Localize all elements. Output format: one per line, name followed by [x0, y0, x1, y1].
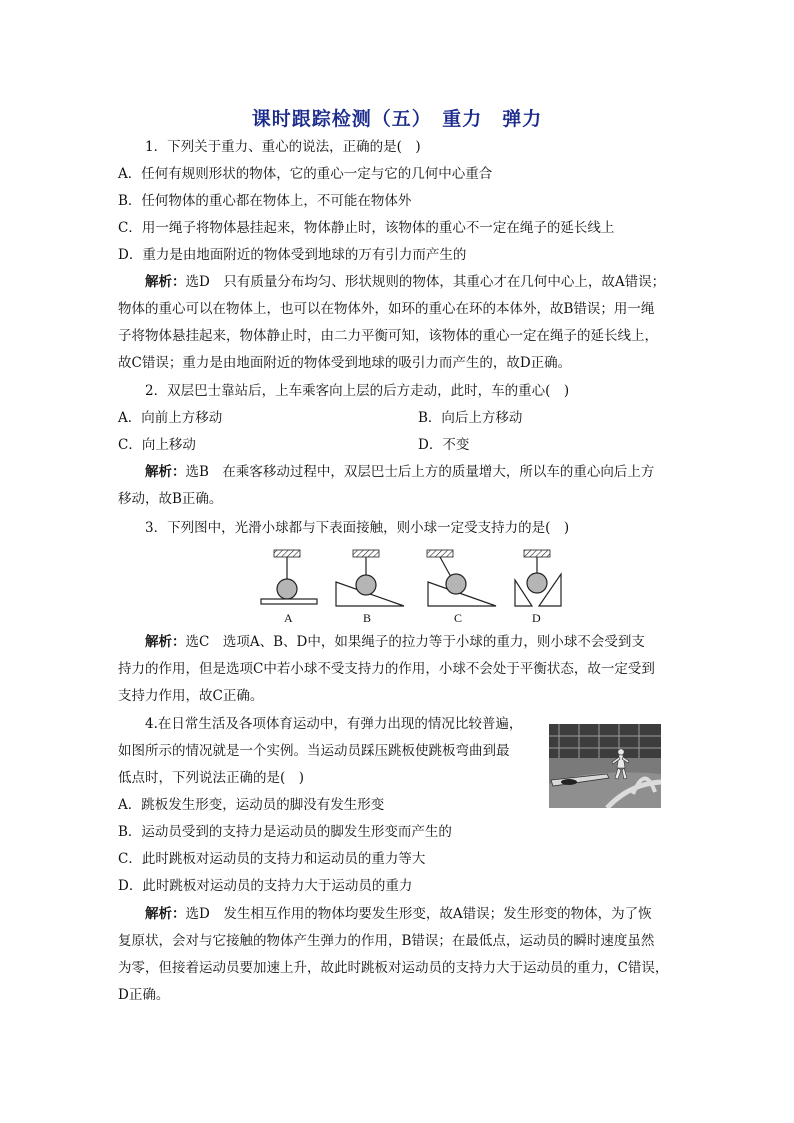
figure-a-label: A: [284, 611, 293, 625]
q1-analysis-label: 解析：: [145, 274, 186, 290]
figure-c: [423, 546, 499, 608]
q3-analysis-label: 解析：: [145, 634, 186, 650]
q2-analysis-line2: 移动，故B正确。: [118, 491, 223, 507]
q2-analysis-text: 选B 在乘客移动过程中，双层巴士后上方的质量增大，所以车的重心向后上方: [185, 464, 655, 480]
q2-analysis-label: 解析：: [145, 464, 186, 480]
figure-c-label: C: [454, 611, 463, 625]
figure-b-label: B: [363, 611, 372, 625]
q4-analysis-text: 选D 发生相互作用的物体均要发生形变，故A错误；发生形变的物体，为了恢: [185, 906, 652, 922]
q4-option-b: B．运动员受到的支持力是运动员的脚发生形变而产生的: [118, 824, 452, 840]
q1-analysis-text: 选D 只有质量分布均匀、形状规则的物体，其重心才在几何中心上，故A错误；: [185, 274, 666, 290]
q4-option-a: A．跳板发生形变，运动员的脚没有发生形变: [118, 797, 385, 813]
q2-option-b: B．向后上方移动: [418, 410, 523, 426]
q1-analysis-line1: [145, 272, 665, 292]
q2-option-a: A．向前上方移动: [118, 410, 223, 426]
q1-analysis-line4: 故C错误；重力是由地面附近的物体受到地球的吸引力而产生的，故D正确。: [118, 355, 572, 371]
q4-option-d: D．此时跳板对运动员的支持力大于运动员的重力: [118, 878, 413, 894]
q2-analysis-line1: [145, 462, 654, 482]
q4-stem-line1: 4.在日常生活及各项体育运动中，有弹力出现的情况比较普遍，: [145, 716, 523, 732]
diving-board-scene: [549, 724, 661, 808]
q1-analysis-line2: 物体的重心可以在物体上，也可以在物体外，如环的重心在环的本体外，故B错误；用一绳: [118, 301, 655, 317]
q4-analysis-line2: 复原状，会对与它接触的物体产生弹力的作用，B错误；在最低点，运动员的瞬时速度虽然: [118, 933, 655, 949]
figure-a: [258, 546, 322, 608]
q3-stem: 3．下列图中，光滑小球都与下表面接触，则小球一定受支持力的是( ): [145, 520, 570, 536]
q4-analysis-line1: [145, 904, 652, 924]
q4-stem-line2: 如图所示的情况就是一个实例。当运动员踩压跳板使跳板弯曲到最: [118, 743, 510, 759]
q4-stem-line3: 低点时，下列说法正确的是( ): [118, 770, 305, 786]
q3-analysis-line3: 支持力作用，故C正确。: [118, 688, 264, 704]
q4-analysis-line4: D正确。: [118, 987, 170, 1003]
q3-analysis-line1: [145, 632, 645, 652]
q1-option-b: B．任何物体的重心都在物体上，不可能在物体外: [118, 193, 412, 209]
figure-d: [512, 546, 564, 608]
q2-option-c: C．向上移动: [118, 437, 196, 453]
q4-analysis-label: 解析：: [145, 906, 186, 922]
q1-stem: 1．下列关于重力、重心的说法，正确的是( ): [145, 139, 421, 155]
q1-option-d: D．重力是由地面附近的物体受到地球的万有引力而产生的: [118, 247, 467, 263]
q1-option-a: A．任何有规则形状的物体，它的重心一定与它的几何中心重合: [118, 166, 493, 182]
figure-d-label: D: [532, 611, 541, 625]
page-title: 课时跟踪检测（五） 重力 弹力: [251, 108, 543, 130]
q2-option-d: D．不变: [418, 437, 470, 453]
figure-b: [333, 546, 407, 608]
q4-option-c: C．此时跳板对运动员的支持力和运动员的重力等大: [118, 851, 426, 867]
q4-analysis-line3: 为零，但接着运动员要加速上升，故此时跳板对运动员的支持力大于运动员的重力，C错误，: [118, 960, 669, 976]
q3-analysis-line2: 持力的作用，但是选项C中若小球不受支持力的作用，小球不会处于平衡状态，故一定受到: [118, 661, 655, 677]
q3-analysis-text: 选C 选项A、B、D中，如果绳子的拉力等于小球的重力，则小球不会受到支: [185, 634, 645, 650]
q1-option-c: C．用一绳子将物体悬挂起来，物体静止时，该物体的重心不一定在绳子的延长线上: [118, 220, 615, 236]
q1-analysis-line3: 子将物体悬挂起来，物体静止时，由二力平衡可知，该物体的重心一定在绳子的延长线上，: [118, 328, 658, 344]
diving-board-photo: [549, 724, 661, 808]
q2-stem: 2．双层巴士靠站后，上车乘客向上层的后方走动，此时，车的重心( ): [145, 383, 570, 399]
